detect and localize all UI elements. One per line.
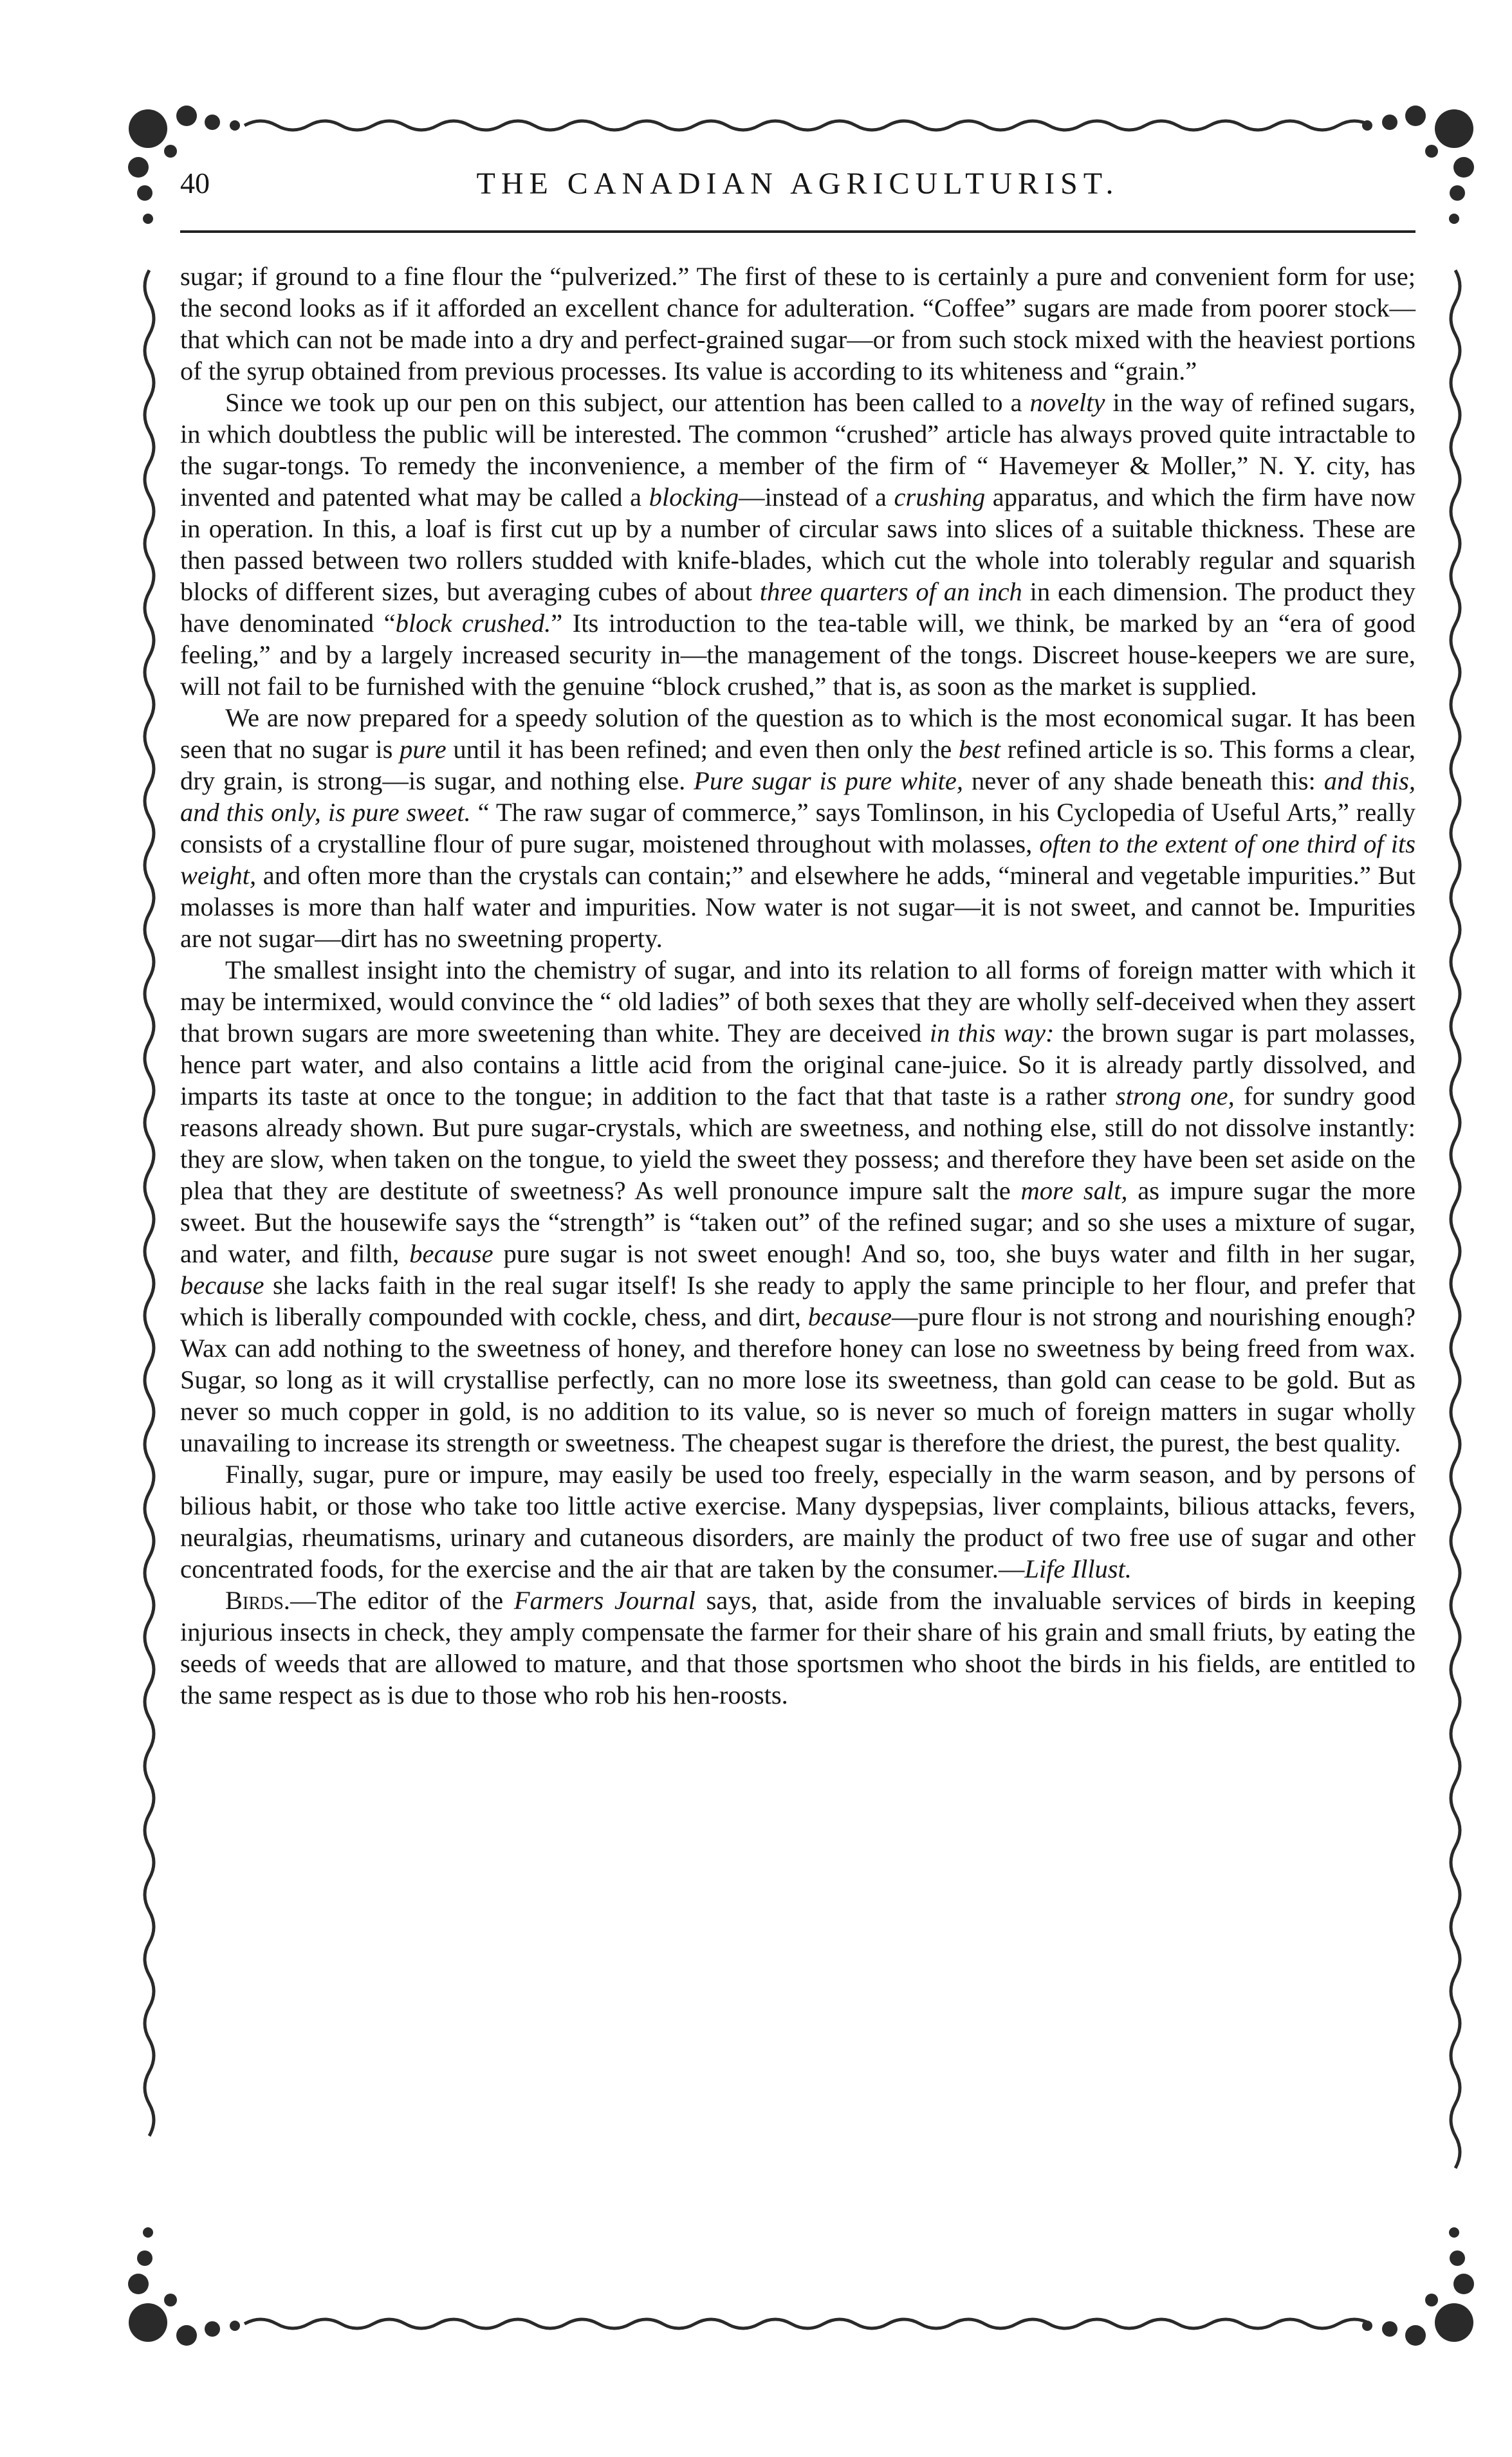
corner-ornament-bottom-right [1362,2227,1474,2346]
text-segment: the brown sugar is part molasses, hence part water, and also contains a little acid from the original cane-juice. So it is already partly dissolved, and imparts its taste at once to the tongue; in addition to the fact that that taste is a rather [180,1018,1415,1110]
italic-text: because [180,1271,264,1300]
text-segment: pure sugar is not sweet enough! And so, too, she buys water and filth in her sugar, [493,1239,1415,1268]
italic-text: block crushed. [395,609,551,638]
italic-text: because [807,1302,892,1331]
header-rule [180,230,1415,233]
italic-text: in this way: [929,1018,1055,1047]
paragraph [180,702,1415,954]
text-segment: she lacks faith in the real sugar itself! Is she ready to apply the same principle to her flour, and prefer that which is liberally compounded with cockle, chess, and dirt, [180,1271,1415,1331]
text-segment: until it has been refined; and even then only the [446,735,959,764]
italic-text: novelty [1029,388,1105,417]
text-segment: We are now prepared for a speedy solution of the question as to which is the most economical sugar. It has been seen that no sugar is [180,703,1415,764]
section-lead-in: Birds. [225,1586,290,1615]
text-segment: says, that, aside from the invaluable services of birds in keeping injurious insects in check, they amply compensate the farmer for their share of his grain and small friuts, by eating the seeds of weeds that are allowed to mature, and that those sportsmen who shoot the birds in his fields, are entitled to the same respect as is due to those who rob his hen-roosts. [180,1586,1415,1709]
italic-text: Farmers Journal [513,1586,696,1615]
text-segment: in the way of refined sugars, in which doubtless the public will be interested. The common “crushed” article has always proved quite intractable to the sugar-tongs. To remedy the inconvenience, a member of the firm of “ Havemeyer & Moller,” N. Y. city, has invented and patented what may be called a [180,388,1415,511]
top-wavy-rule [244,121,1370,130]
italic-text: blocking [649,483,739,511]
paragraph [180,387,1415,702]
text-segment: and often more than the crystals can contain;” and elsewhere he adds, “mineral and vegetable impurities.” But molasses is more than half water and impurities. Now water is not sugar—it is not sweet, and cannot be. Impurities are not sugar—dirt has no sweetning property. [180,861,1415,953]
journal-title: THE CANADIAN AGRICULTURIST. [476,167,1120,201]
text-segment: in each dimension. The product they have denominated “ [180,577,1415,638]
italic-text: best [958,735,1001,764]
text-segment: sugar; if ground to a fine flour the “pulverized.” The first of these to is certainly a pure and convenient form for use; the second looks as if it afforded an excellent chance for adulteration. “Coffee” sugars are made from poorer stock—that which can not be made into a dry and perfect-grained sugar—or from such stock mixed with the heaviest portions of the syrup obtained from previous processes. Its value is according to its whiteness and “grain.” [180,262,1415,385]
text-segment: The smallest insight into the chemistry of sugar, and into its relation to all forms of foreign matter with which it may be intermixed, would convince the “ old ladies” of both sexes that they are wholly self-deceived when they assert that brown sugars are more sweetening than white. They are deceived [180,955,1415,1047]
text-segment: —The editor of the [290,1586,514,1615]
italic-text: more salt, [1020,1176,1128,1205]
italic-text: strong one, [1115,1081,1235,1110]
italic-text: three quarters of an inch [759,577,1022,606]
text-segment: —instead of a [739,483,894,511]
text-segment: for sundry good reasons already shown. But pure sugar-crystals, which are sweetness, and nothing else, still do not dissolve instantly: they are slow, when taken on the tongue, to yield the sweet they possess; and therefore they have been set aside on the plea that they are destitute of sweetness? As well pronounce impure salt the [180,1081,1415,1205]
corner-ornament-bottom-left [128,2227,240,2346]
right-wavy-rule [1451,270,1460,2168]
italic-text: and this, and this only, is pure sweet. [180,766,1416,827]
text-segment: Finally, sugar, pure or impure, may easily be used too freely, especially in the warm season, and by persons of bilious habit, or those who take too little active exercise. Many dyspepsias, liver complaints, bilious attacks, fevers, neuralgias, rheumatisms, urinary and cutaneous disorders, are mainly the product of two free use of sugar and other concentrated foods, for the exercise and the air that are taken by the consumer.— [180,1460,1415,1583]
italic-text: Pure sugar is pure white, [694,766,964,795]
text-segment: refined article is so. This forms a clear, dry grain, is strong—is sugar, and nothing else. [180,735,1416,795]
text-segment: “ The raw sugar of commerce,” says Tomlinson, in his Cyclopedia of Useful Arts,” really consists of a crystalline flour of pure sugar, moistened throughout with molasses, [180,798,1415,858]
italic-text: Life Illust. [1024,1554,1132,1583]
page-number: 40 [180,167,210,199]
running-header [180,161,1415,219]
text-segment: never of any shade beneath this: [963,766,1324,795]
paragraph [180,261,1415,387]
italic-text: pure [400,735,447,764]
paragraph [180,1585,1415,1711]
paragraph [180,1459,1415,1585]
left-wavy-rule [145,270,154,2136]
text-segment: —pure flour is not strong and nourishing enough? Wax can add nothing to the sweetness of honey, and therefore honey can lose no sweetness by being freed from wax. Sugar, so long as it will crystallise perfectly, can no more lose its sweetness, than gold can cease to be gold. But as never so much copper in gold, is no addition to its value, so is never so much of foreign matters in sugar wholly unavailing to increase its strength or sweetness. The cheapest sugar is therefore the driest, the purest, the best quality. [180,1302,1415,1457]
article-body [180,261,1415,1711]
text-segment: Since we took up our pen on this subject, our attention has been called to a [225,388,1030,417]
paragraph [180,954,1415,1459]
italic-text: because [409,1239,493,1268]
italic-text: often to the extent of one third of its weight, [180,829,1416,890]
bottom-wavy-rule [244,2319,1370,2328]
italic-text: crushing [894,483,986,511]
text-segment: apparatus, and which the firm have now in operation. In this, a loaf is first cut up by a number of circular saws into slices of a suitable thickness. These are then passed between two rollers studded with knife-blades, which cut the whole into tolerably regular and squarish blocks of different sizes, but averaging cubes of about [180,483,1415,606]
text-segment: as impure sugar the more sweet. But the housewife says the “strength” is “taken out” of the refined sugar; and so she uses a mixture of sugar, and water, and filth, [180,1176,1416,1268]
text-segment: ” Its introduction to the tea-table will, we think, be marked by an “era of good feeling,” and by a largely increased security in—the management of the tongs. Discreet house-keepers we are sure, will not fail to be furnished with the genuine “block crushed,” that is, as soon as the market is supplied. [180,609,1415,701]
